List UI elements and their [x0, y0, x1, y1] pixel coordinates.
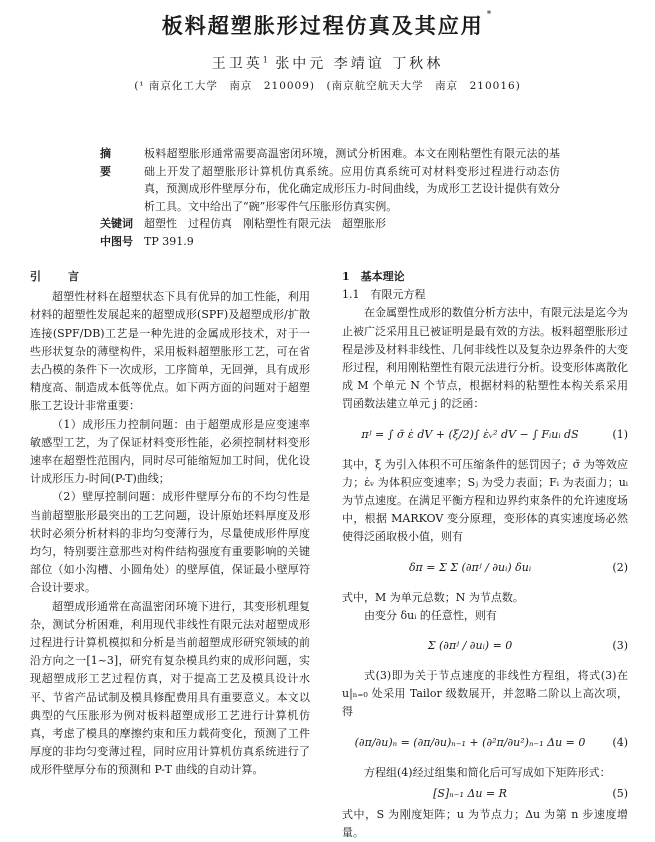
subsection-heading: 1.1 有限元方程	[342, 288, 426, 302]
equation-1	[342, 417, 628, 453]
paragraph: 式中，M 为单元总数；N 为节点数。	[342, 590, 524, 604]
paper-title	[0, 10, 655, 40]
paragraph: 超塑成形通常在高温密闭环境下进行，其变形机理复杂，测试分析困难，利用现代非线性有限元法对超塑成形过程进行计算机模拟和分析是当前超塑成形研究领域的前沿方向之一[1~3]，研究有复杂模具约束的成形问题，实现超塑成形工艺过程仿真，对于提高工艺及模具设计水平、节省产品试制及模具修配费用具有重要意义。本文以典型的气压胀形为例对板料超塑成形工艺进行计算机仿真，考虑了模具的摩擦约束和压力载荷变化，预测了工件厚度的非均匀变薄过程，同时应用计算机仿真系统进行了成形件壁厚分布的预测和 P-T 曲线的自动计算。	[30, 599, 310, 777]
affiliation: (¹ 南京化工大学 南京 210009) (南京航空航天大学 南京 210016)	[134, 80, 521, 92]
equation-number: (2)	[612, 560, 628, 574]
keywords-row	[100, 215, 560, 233]
author-name: 李靖谊	[333, 56, 385, 72]
equation-expression: Σ (∂πʲ / ∂uᵢ) = 0	[427, 638, 513, 652]
keywords-text: 超塑性 过程仿真 刚粘塑性有限元法 超塑胀形	[144, 217, 386, 230]
equation-expression: δπ = Σ Σ (∂πʲ / ∂uᵢ) δuᵢ	[408, 560, 532, 574]
equation-3	[342, 628, 628, 664]
equation-5	[342, 785, 628, 803]
abstract-block	[100, 145, 560, 250]
author-name: 张中元	[275, 56, 327, 72]
classification-label: 中图号	[100, 234, 133, 248]
right-column	[342, 268, 628, 842]
paragraph: 在金属塑性成形的数值分析方法中，有限元法是迄今为止被广泛采用且已被证明是最有效的方法。板料超塑胀形过程是涉及材料非线性、几何非线性以及复杂边界条件的大变形过程，利用刚粘塑性有限元法进行分析。设变形体离散化成 M 个单元 N 个节点，根据材料的粘塑性本构关系采用罚函数法建立单元 j 的泛函：	[342, 306, 628, 411]
title-text: 板料超塑胀形过程仿真及其应用	[161, 13, 484, 38]
title-footnote-mark: *	[486, 10, 494, 20]
equation-number: (4)	[612, 735, 628, 749]
equation-number: (5)	[612, 786, 628, 800]
author-name: 王卫英	[211, 56, 263, 72]
author-name: 丁秋林	[392, 56, 444, 72]
paragraph: 超塑性材料在超塑状态下具有优异的加工性能，利用材料的超塑性发展起来的超塑成形(SPF)及超塑成形/扩散连接(SPF/DB)工艺是一种先进的金属成形技术，对于一些形状复杂的薄壁构件，采用板料超塑胀形工艺，可在省去凸模的条件下一次成形，工序简单，无回弹，具有成形精度高、制造成本低等优点。如下两方面的问题对于超塑胀工艺设计非常重要：	[30, 290, 310, 413]
abstract-row	[100, 145, 560, 215]
paragraph: （2）壁厚控制问题：成形件壁厚分布的不均匀性是当前超塑胀形最突出的工艺问题，设计原始坯料厚度及形状时必须分析材料的非均匀变薄行为，尽量使成形件厚度均匀，特别要注意那些对构件结构强度有重要影响的关键部位（如小沟槽、小圆角处）的壁厚值，保证最小壁厚符合设计要求。	[30, 490, 310, 595]
paragraph: 式(3)即为关于节点速度的非线性方程组，将式(3)在 u|ₙ₌₀ 处采用 Tailor 级数展开，并忽略二阶以上高次项，得	[342, 669, 628, 719]
author-affil-mark: 1	[262, 55, 268, 65]
paragraph: 由变分 δuᵢ 的任意性，则有	[364, 608, 497, 622]
abstract-text: 板料超塑胀形通常需要高温密闭环境，测试分析困难。本文在刚粘塑性有限元法的基础上开发了超塑胀形计算机仿真系统。应用仿真系统可对材料变形过程进行动态仿真，预测成形件壁厚分布，优化确定成形压力-时间曲线，为成形工艺设计提供有效分析工具。文中给出了“碗”形零件气压胀形仿真实例。	[144, 147, 560, 213]
abstract-label: 摘 要	[100, 147, 134, 178]
left-column	[30, 268, 310, 780]
classification-row	[100, 233, 560, 251]
equation-number: (3)	[612, 638, 628, 652]
equation-expression: (∂π/∂u)ₙ = (∂π/∂u)ₙ₋₁ + (∂²π/∂u²)ₙ₋₁ Δu = 0	[354, 735, 586, 749]
section-heading: 1 基本理论	[342, 270, 405, 283]
author-list	[0, 53, 655, 73]
equation-expression: πʲ = ∫ σ̄ ε̇ dV + (ξ/2)∫ ε̇ᵥ² dV − ∫ Fᵢuᵢ dS	[361, 427, 579, 441]
paragraph: 方程组(4)经过组集和简化后可写成如下矩阵形式：	[364, 765, 611, 779]
equation-4	[342, 725, 628, 761]
equation-number: (1)	[612, 427, 628, 441]
equation-expression: [S]ₙ₋₁ Δu = R	[433, 786, 507, 800]
paragraph: （1）成形压力控制问题：由于超塑成形是应变速率敏感型工艺，为了保证材料变形性能，必须控制材料变形速率在超塑性范围内，同时尽可能缩短加工时间，优化设计成形压力-时间(P-T)曲线；	[30, 417, 310, 486]
paragraph: 其中，ξ 为引入体积不可压缩条件的惩罚因子；σ̄ 为等效应力；ε̇ᵥ 为体积应变速率；Sⱼ 为受力表面；Fᵢ 为表面力；uᵢ 为节点速度。在满足平衡方程和边界约束条件的允许速度场中，根据 MARKOV 变分原理，变形体的真实速度场必然使得泛函取极小值，则有	[342, 457, 628, 544]
intro-heading: 引 言	[30, 270, 87, 283]
classification-text: TP 391.9	[144, 234, 194, 248]
paragraph: 式中，S 为刚度矩阵；u 为节点力；Δu 为第 n 步速度增量。	[342, 808, 628, 840]
keywords-label: 关键词	[100, 217, 133, 230]
equation-2	[342, 550, 628, 586]
